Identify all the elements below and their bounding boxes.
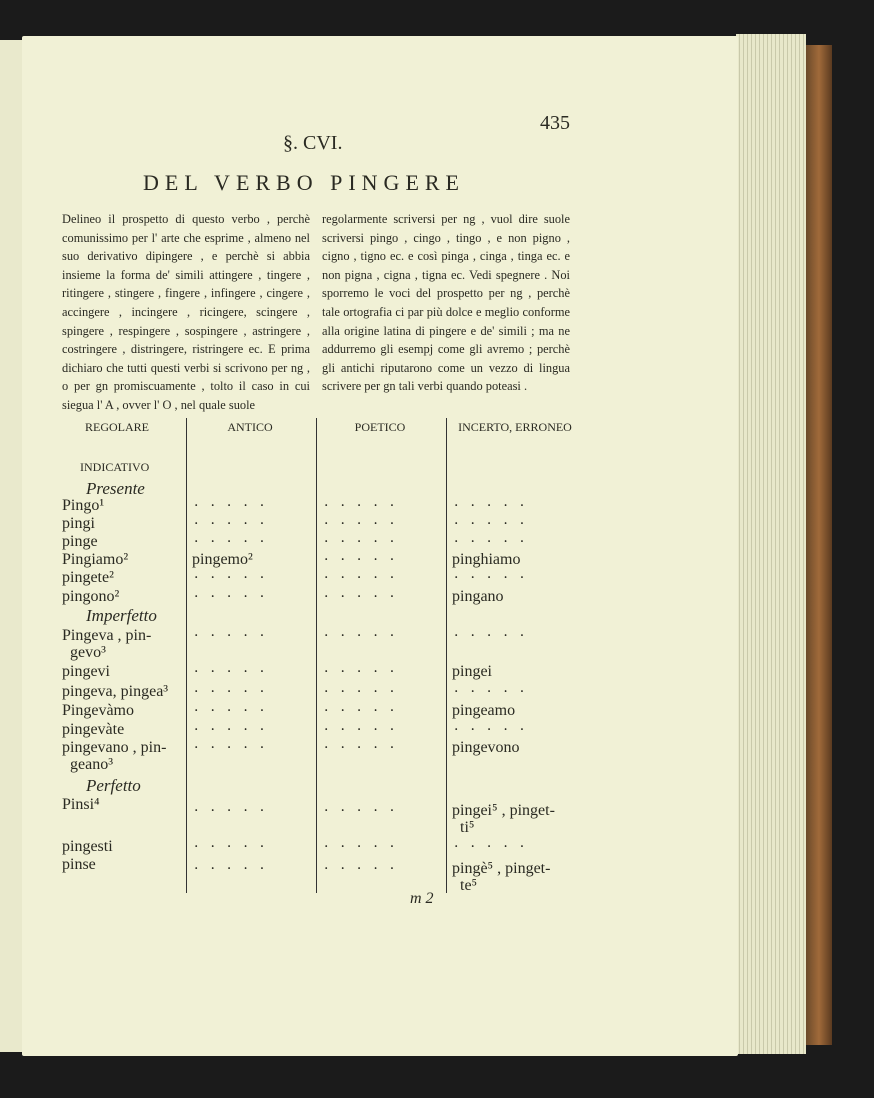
regolare-form: pingete²	[62, 569, 114, 586]
ellipsis-dots: ·····	[324, 589, 407, 605]
regolare-form: Pinsi⁴	[62, 796, 100, 813]
ellipsis-dots: ·····	[194, 498, 277, 514]
regolare-form: Pingo¹	[62, 497, 105, 514]
ellipsis-dots: ·····	[194, 570, 277, 586]
ellipsis-dots: ·····	[454, 534, 537, 550]
ellipsis-dots: ·····	[324, 552, 407, 568]
regolare-form: pingevi	[62, 663, 110, 680]
ellipsis-dots: ·····	[454, 628, 537, 644]
column-rule	[446, 418, 447, 893]
ellipsis-dots: ·····	[194, 803, 277, 819]
header-regolare: REGOLARE	[85, 420, 149, 434]
facing-page-edge	[0, 40, 23, 1052]
regolare-form: pingi	[62, 515, 95, 532]
incerto-form: pingevono	[452, 739, 520, 756]
ellipsis-dots: ·····	[324, 684, 407, 700]
ellipsis-dots: ·····	[324, 803, 407, 819]
regolare-form: Pingevàmo	[62, 702, 134, 719]
column-rule	[186, 418, 187, 893]
ellipsis-dots: ·····	[194, 589, 277, 605]
ellipsis-dots: ·····	[324, 534, 407, 550]
table-tense-heading: Imperfetto	[86, 606, 157, 625]
ellipsis-dots: ·····	[324, 740, 407, 756]
regolare-form: Pingiamo²	[62, 551, 129, 568]
incerto-form: pingei⁵ , pinget- ti⁵	[452, 802, 555, 836]
intro-right-column: regolarmente scriversi per ng , vuol dire suole scriversi pingo , cingo , tingo , e non pigno , cigno , tigno ec. e così pinga , cinga , tinga ec. e non pigna , cigna , tigna ec. Vedi spegnere . Noi sporremo le voci del prospetto per ng , perchè tale ortografia ci par più dolce e meglio conforme alla origine latina di pingere e de' simili ; ma ne addurremo gli esempj come gli avremo ; perchè gli antichi riputarono come un vezzo di lingua scrivere per gn tali verbi quando poteasi .	[322, 212, 570, 394]
ellipsis-dots: ·····	[324, 839, 407, 855]
header-incerto: INCERTO, ERRONEO	[458, 420, 572, 434]
incerto-form: pingano	[452, 588, 504, 605]
ellipsis-dots: ·····	[454, 839, 537, 855]
book-cover-edge	[806, 45, 832, 1045]
ellipsis-dots: ·····	[194, 740, 277, 756]
regolare-form: pinge	[62, 533, 98, 550]
regolare-form: pingesti	[62, 838, 113, 855]
ellipsis-dots: ·····	[194, 664, 277, 680]
ellipsis-dots: ·····	[324, 498, 407, 514]
regolare-form: pinse	[62, 856, 96, 873]
ellipsis-dots: ·····	[324, 664, 407, 680]
ellipsis-dots: ·····	[324, 516, 407, 532]
table-tense-heading: Perfetto	[86, 776, 141, 795]
incerto-form: pingei	[452, 663, 492, 680]
header-antico: ANTICO	[227, 420, 273, 434]
ellipsis-dots: ·····	[454, 516, 537, 532]
ellipsis-dots: ·····	[194, 628, 277, 644]
ellipsis-dots: ·····	[324, 628, 407, 644]
intro-left-column: Delineo il prospetto di questo verbo , perchè comunissimo per l' arte che esprime , almeno nel suo derivativo dipingere , e perchè si abbia insieme la forma de' simili attingere , tingere , ritingere , stingere , fingere , infingere , cingere , accingere , incingere , ricingere, scingere , spingere , respingere , sospingere , astringere , costringere , distringere, ristringere ec. E prima dichiaro che tutti questi verbi si scrivono per ng , o per gn promiscuamente , tolto il caso in cui siegua l' A , ovver l' O , nel quale suole	[62, 212, 310, 412]
ellipsis-dots: ·····	[194, 516, 277, 532]
section-number: §. CVI.	[283, 132, 343, 154]
page-number: 435	[540, 112, 570, 134]
ellipsis-dots: ·····	[454, 684, 537, 700]
ellipsis-dots: ·····	[454, 722, 537, 738]
ellipsis-dots: ·····	[194, 684, 277, 700]
regolare-form: pingevano , pin- geano³	[62, 739, 167, 773]
ellipsis-dots: ·····	[324, 722, 407, 738]
incerto-form: pingeamo	[452, 702, 516, 719]
regolare-form: pingono²	[62, 588, 120, 605]
ellipsis-dots: ·····	[194, 861, 277, 877]
signature-mark: m 2	[410, 890, 434, 907]
regolare-form: Pingeva , pin- gevo³	[62, 627, 152, 661]
incerto-form: pinghiamo	[452, 551, 521, 568]
ellipsis-dots: ·····	[324, 570, 407, 586]
antico-form: pingemo²	[192, 551, 253, 568]
ellipsis-dots: ·····	[194, 722, 277, 738]
column-rule	[316, 418, 317, 893]
ellipsis-dots: ·····	[324, 703, 407, 719]
header-poetico: POETICO	[354, 420, 406, 434]
regolare-form: pingevàte	[62, 721, 125, 738]
incerto-form: pingè⁵ , pinget- te⁵	[452, 860, 551, 894]
ellipsis-dots: ·····	[324, 861, 407, 877]
table-mood-heading: INDICATIVO	[80, 460, 150, 474]
page-stack-edge	[736, 34, 806, 1054]
ellipsis-dots: ·····	[454, 570, 537, 586]
ellipsis-dots: ·····	[194, 839, 277, 855]
ellipsis-dots: ·····	[194, 534, 277, 550]
ellipsis-dots: ·····	[194, 703, 277, 719]
ellipsis-dots: ·····	[454, 498, 537, 514]
regolare-form: pingeva, pingea³	[62, 683, 169, 700]
page-title: DEL VERBO PINGERE	[143, 170, 465, 195]
table-tense-heading: Presente	[86, 479, 145, 498]
